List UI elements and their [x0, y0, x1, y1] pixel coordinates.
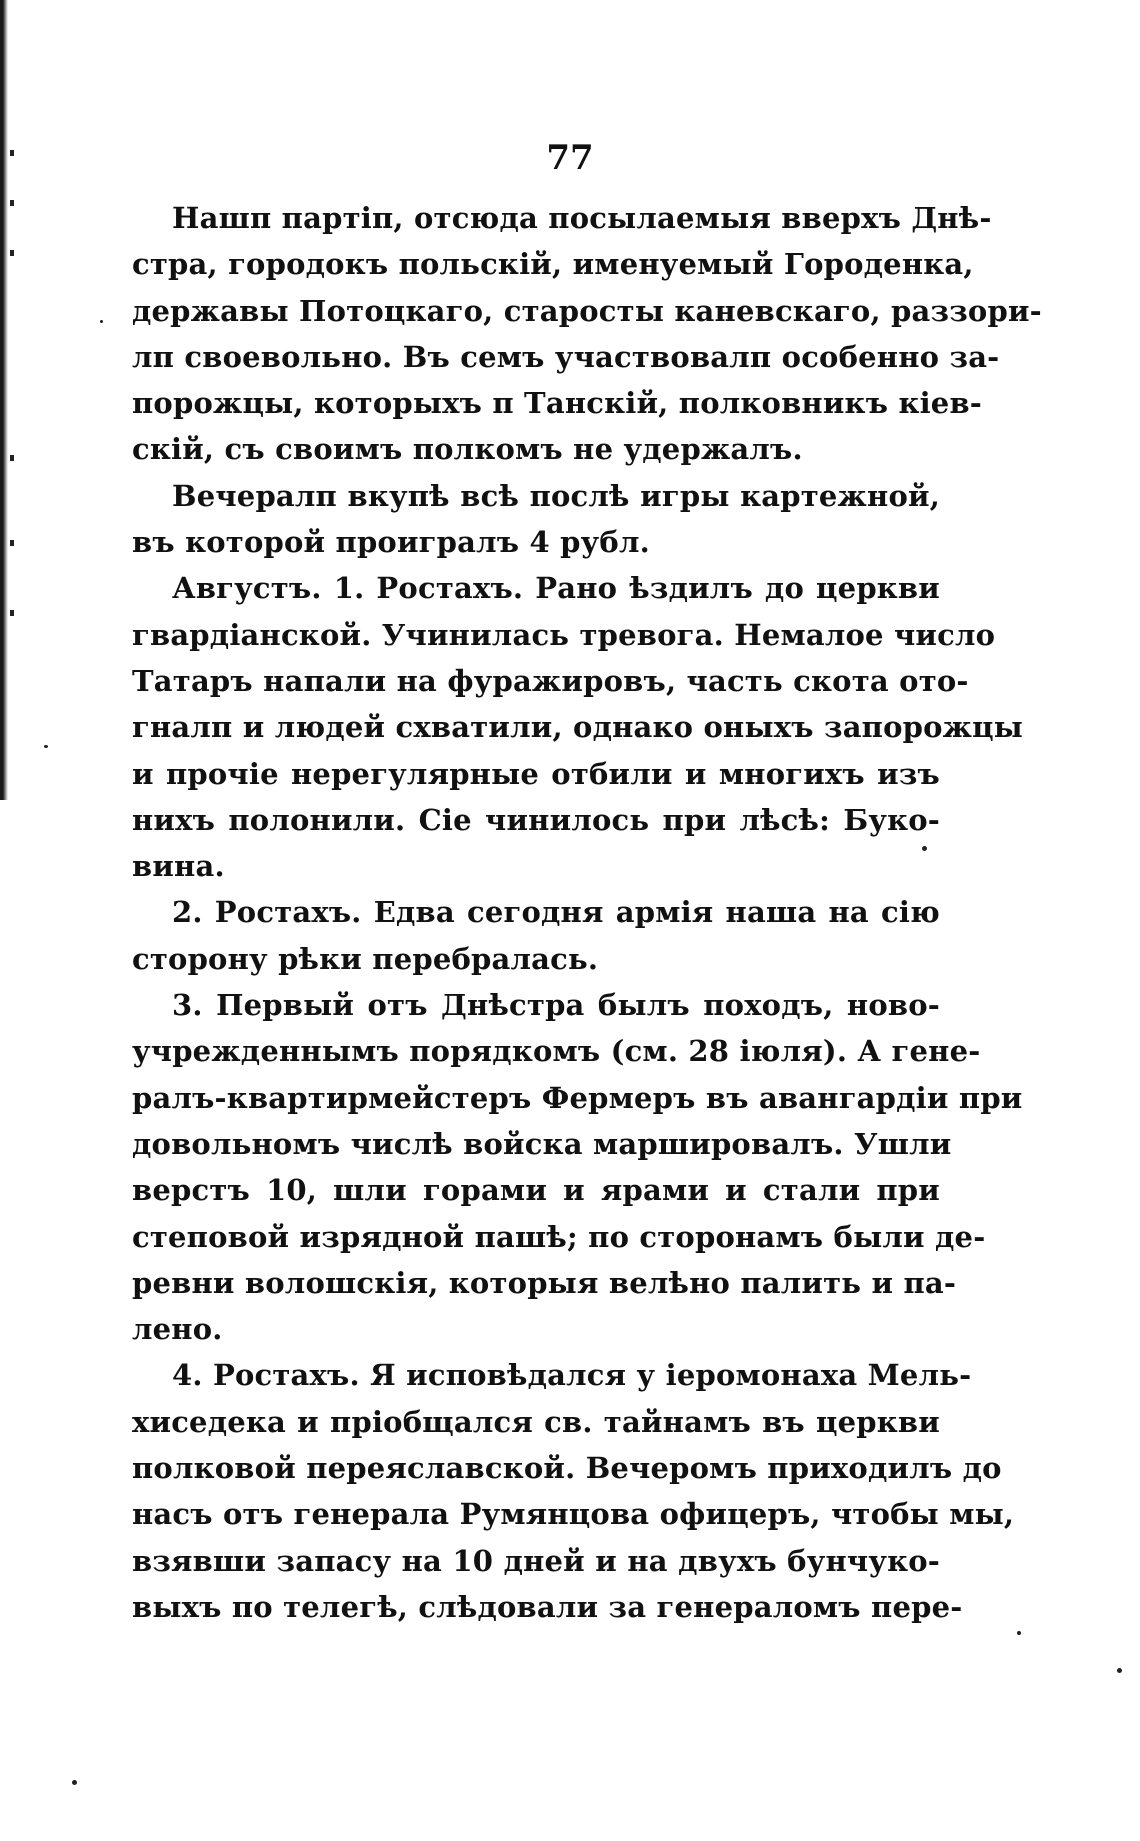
body-text [132, 195, 1042, 1630]
scan-speck [44, 745, 48, 748]
text-line: порожцы, которыхъ п Танскій, полковникъ кіев- [132, 386, 983, 421]
text-line: Татаръ напали на фуражировъ, часть скота ото- [132, 663, 969, 698]
text-line: верстъ 10, шли горами и ярами и стали при [132, 1173, 940, 1208]
text-line: полковой переяславской. Вечеромъ приходилъ до [132, 1451, 1002, 1486]
text-line: скій, съ своимъ полкомъ не удержалъ. [132, 432, 803, 467]
text-line: 4. Ростахъ. Я исповѣдался у іеромонаха Мель- [172, 1358, 972, 1393]
text-line: и прочіе нерегулярные отбили и многихъ изъ [132, 756, 940, 791]
text-line: стра, городокъ польскій, именуемый Городенка, [132, 247, 974, 282]
text-line: лп своевольно. Въ семъ участвовалп особенно за- [132, 339, 1000, 374]
page-number: 77 [546, 138, 594, 178]
text-line: гналп и людей схватили, однако оныхъ запорожцы [132, 710, 1024, 745]
text-line: довольномъ числѣ войска маршировалъ. Ушли [132, 1126, 952, 1161]
scan-speck [1017, 1631, 1021, 1635]
binding-mark [10, 455, 14, 461]
text-line: степовой изрядной пашѣ; по сторонамъ были де- [132, 1219, 986, 1254]
text-line: Вечералп вкупѣ всѣ послѣ игры картежной, [172, 478, 940, 513]
text-line: взявши запасу на 10 дней и на двухъ бунчуко- [132, 1543, 940, 1578]
text-line: ралъ-квартирмейстеръ Фермеръ въ авангардіи при [132, 1080, 1023, 1115]
binding-mark [10, 610, 14, 616]
text-line: Нашп партіп, отсюда посылаемыя вверхъ Днѣ- [172, 201, 992, 235]
text-line: лено. [132, 1312, 223, 1347]
text-line: въ которой проигралъ 4 рубл. [132, 525, 650, 560]
text-line: насъ отъ генерала Румянцова офицеръ, чтобы мы, [132, 1497, 1015, 1532]
binding-mark [10, 540, 14, 546]
text-line: сторону рѣки перебралась. [132, 941, 599, 976]
text-line: 2. Ростахъ. Едва сегодня армія наша на сію [172, 895, 940, 930]
scan-speck [72, 1780, 77, 1785]
text-line: вина. [132, 849, 225, 884]
text-line: державы Потоцкаго, старосты каневскаго, раззори- [132, 293, 1042, 328]
text-line: гвардіанской. Учинилась тревога. Немалое число [132, 617, 996, 652]
binding-mark [10, 150, 14, 156]
binding-mark [10, 200, 14, 206]
text-line: выхъ по телегѣ, слѣдовали за генераломъ пере- [132, 1589, 963, 1624]
scan-speck [1117, 1668, 1122, 1673]
text-line: нихъ полонили. Сіе чинилось при лѣсѣ: Буко- [132, 802, 940, 837]
binding-shadow [0, 0, 8, 800]
text-line: учрежденнымъ порядкомъ (см. 28 іюля). А гене- [132, 1034, 981, 1069]
text-line: ревни волошскія, которыя велѣно палить и па- [132, 1265, 957, 1300]
paragraph [132, 195, 1042, 473]
scan-speck [922, 846, 927, 851]
text-line: Августъ. 1. Ростахъ. Рано ѣздилъ до церкви [172, 571, 940, 606]
paragraph [132, 982, 1023, 1352]
paragraph [132, 889, 940, 982]
paragraph [132, 473, 940, 566]
binding-mark [10, 250, 14, 256]
scan-speck [100, 320, 103, 323]
paragraph [132, 565, 1024, 889]
text-line: хиседека и пріобщался св. тайнамъ въ церкви [132, 1404, 940, 1439]
paragraph [132, 1352, 1015, 1630]
text-line: 3. Первый отъ Днѣстра былъ походъ, ново- [172, 988, 940, 1023]
